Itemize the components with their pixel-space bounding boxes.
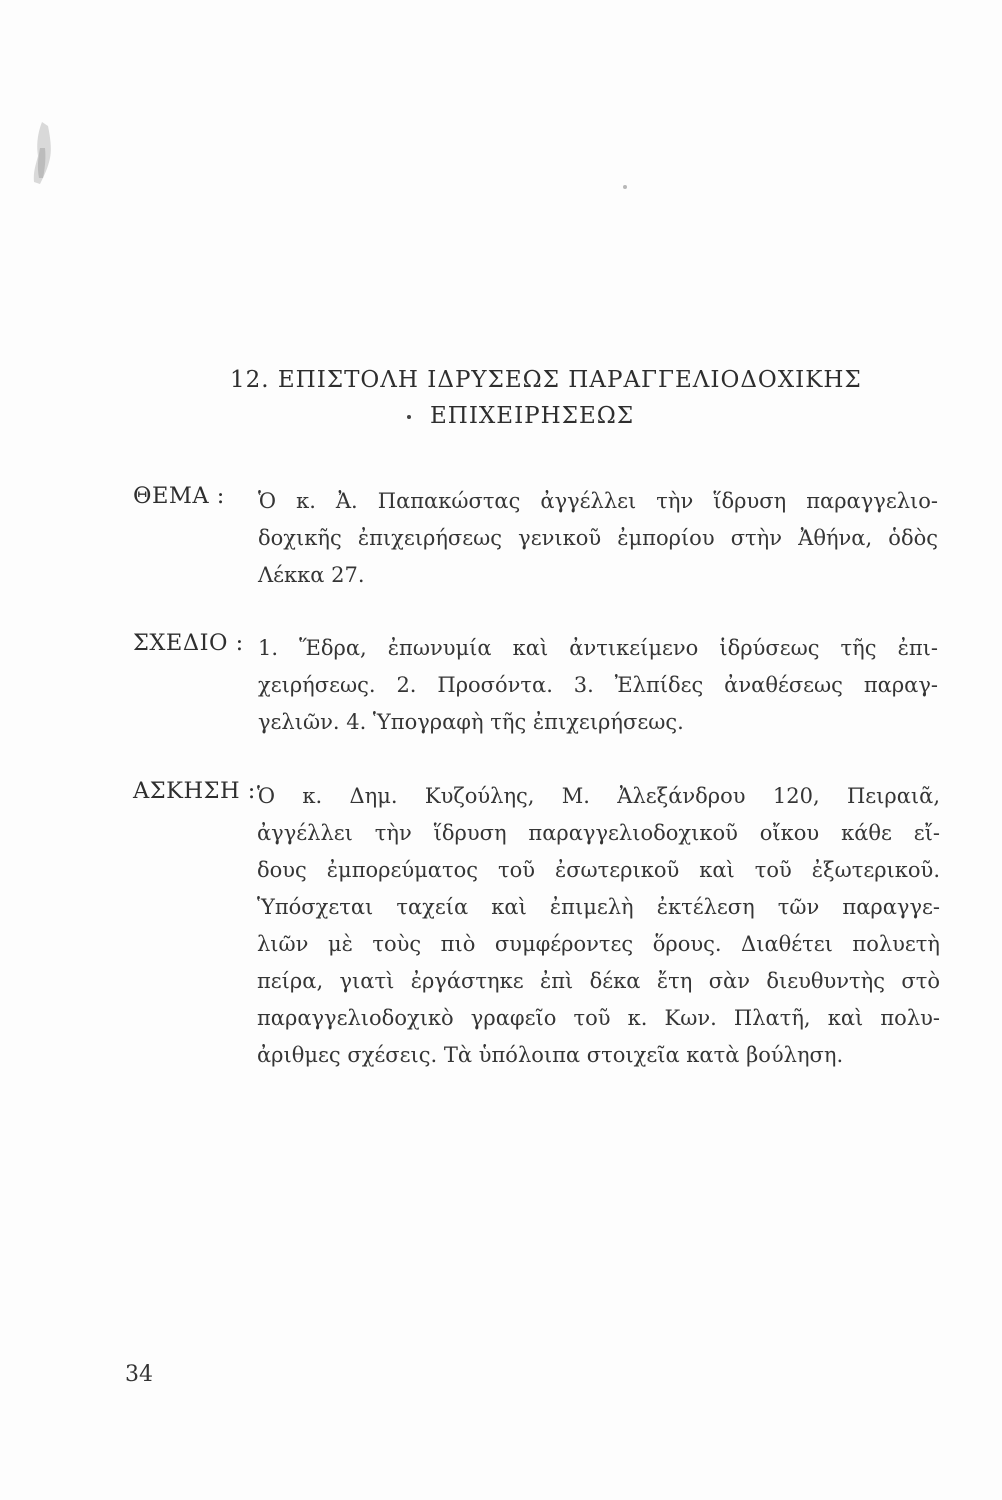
title-bullet [407,415,411,419]
askisi-line: Ὁ κ. Δημ. Κυζούλης, Μ. Ἀλεξάνδρου 120, Πειραιᾶ, [257,784,940,808]
schedio-line: γελιῶν. 4. Ὑπογραφὴ τῆς ἐπιχειρήσεως. [258,710,684,734]
thema-line: Λέκκα 27. [258,563,365,587]
schedio-section [133,630,953,745]
title-line-2-wrapper [230,398,890,434]
thema-body [258,483,938,594]
askisi-line: ἀγγέλλει τὴν ἵδρυση παραγγελιοδοχικοῦ οἴκου κάθε εἴ- [257,821,940,845]
title-line-1: 12. ΕΠΙΣΤΟΛΗ ΙΔΡΥΣΕΩΣ ΠΑΡΑΓΓΕΛΙΟΔΟΧΙΚΗΣ [230,367,862,393]
askisi-line: ἀριθμες σχέσεις. Τὰ ὑπόλοιπα στοιχεῖα κατὰ βούληση. [257,1043,844,1067]
askisi-label: ΑΣΚΗΣΗ : [133,778,256,804]
schedio-body [258,630,938,741]
askisi-line: Ὑπόσχεται ταχεία καὶ ἐπιμελὴ ἐκτέλεση τῶν παραγγε- [257,895,940,919]
askisi-body [257,778,940,1074]
ink-smudge-mark [28,118,58,186]
schedio-line: 1. Ἕδρα, ἐπωνυμία καὶ ἀντικείμενο ἱδρύσεως τῆς ἐπι- [258,636,938,660]
title-line-2: ΕΠΙΧΕΙΡΗΣΕΩΣ [430,403,635,429]
speck-mark [623,185,627,189]
askisi-line: παραγγελιοδοχικὸ γραφεῖο τοῦ κ. Κων. Πλατῆ, καὶ πολυ- [257,1006,940,1030]
askisi-line: δους ἐμπορεύματος τοῦ ἐσωτερικοῦ καὶ τοῦ ἐξωτερικοῦ. [257,858,940,882]
page-number: 34 [125,1362,153,1387]
thema-section [133,483,953,598]
schedio-label: ΣΧΕΔΙΟ : [133,630,244,656]
thema-label: ΘΕΜΑ : [133,483,225,509]
thema-line: δοχικῆς ἐπιχειρήσεως γενικοῦ ἐμπορίου στὴν Ἀθήνα, ὁδὸς [258,526,938,550]
section-title [230,362,890,434]
schedio-line: χειρήσεως. 2. Προσόντα. 3. Ἐλπίδες ἀναθέσεως παραγ- [258,673,938,697]
askisi-line: λιῶν μὲ τοὺς πιὸ συμφέροντες ὅρους. Διαθέτει πολυετὴ [257,932,940,956]
thema-line: Ὁ κ. Ἀ. Παπακώστας ἀγγέλλει τὴν ἵδρυση παραγγελιο- [258,489,938,513]
askisi-section [133,778,953,1078]
askisi-line: πείρα, γιατὶ ἐργάστηκε ἐπὶ δέκα ἔτη σὰν διευθυντὴς στὸ [257,969,940,993]
